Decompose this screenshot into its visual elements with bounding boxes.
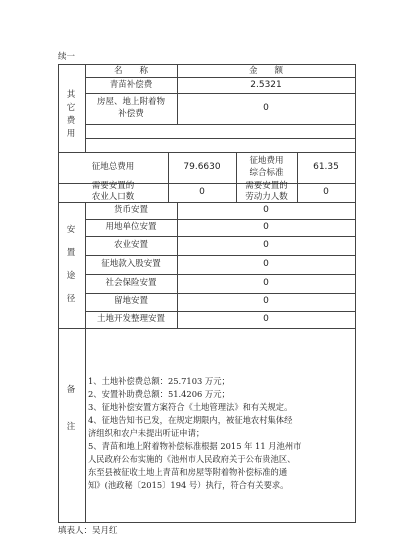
fee-name-buildings-line1: 房屋、地上附着物 xyxy=(96,97,165,107)
remark-line: 知》(池政秘〔2015〕194 号）执行，符合有关要求。 xyxy=(88,480,289,490)
continuation-label: 续一 xyxy=(58,52,76,62)
standard-value: 61.35 xyxy=(313,162,339,172)
total-cost-label: 征地总费用 xyxy=(91,162,135,172)
remark-line: 5、青苗和地上附着物补偿标准根据 2015 年 11 月池州市 xyxy=(88,441,302,451)
fee-name-buildings-line2: 补偿费 xyxy=(118,109,144,119)
fee-name-seedling: 青苗补偿费 xyxy=(109,80,153,90)
resettle-name-land-development: 土地开发整理安置 xyxy=(96,314,165,324)
agri-pop-label-line1: 需要安置的 xyxy=(91,181,135,191)
resettle-amount-reserved-land: 0 xyxy=(263,296,269,306)
labor-label-line2: 劳动力人数 xyxy=(245,192,288,202)
filler-label: 填表人： xyxy=(58,526,93,536)
resettle-amount-cash: 0 xyxy=(263,205,269,215)
remarks-text xyxy=(88,375,354,492)
remark-line: 人民政府公布实施的《池州市人民政府关于公布贵池区、 xyxy=(88,454,296,464)
total-cost-value: 79.6630 xyxy=(183,162,221,172)
filler-field xyxy=(58,526,118,537)
header-name: 名 称 xyxy=(113,66,148,76)
resettle-name-equity: 征地款入股安置 xyxy=(101,259,161,269)
resettle-name-employer: 用地单位安置 xyxy=(105,222,157,232)
labor-label-line1: 需要安置的 xyxy=(245,181,288,191)
labor-value: 0 xyxy=(323,187,329,197)
header-amount: 金 额 xyxy=(248,66,283,76)
remark-line: 4、征地告知书已发，在规定期限内，被征地农村集体经 xyxy=(88,415,293,425)
resettle-name-reserved-land: 留地安置 xyxy=(113,296,148,306)
resettle-amount-insurance: 0 xyxy=(263,278,269,288)
agri-pop-value: 0 xyxy=(199,187,205,197)
resettle-amount-equity: 0 xyxy=(263,259,269,269)
remark-line: 2、安置补助费总额：51.4206 万元； xyxy=(88,389,230,399)
remark-line: 济组织和农户未提出听证申请； xyxy=(88,428,205,438)
resettle-amount-land-development: 0 xyxy=(263,314,269,324)
standard-label-line1: 征地费用 xyxy=(249,156,284,166)
resettle-name-agriculture: 农业安置 xyxy=(113,240,148,250)
resettle-amount-employer: 0 xyxy=(263,222,269,232)
fee-amount-seedling: 2.5321 xyxy=(250,80,282,90)
remark-line: 1、土地补偿费总额：25.7103 万元； xyxy=(88,376,230,386)
resettle-amount-agriculture: 0 xyxy=(263,240,269,250)
resettle-name-insurance: 社会保险安置 xyxy=(105,278,157,288)
fee-amount-buildings: 0 xyxy=(263,103,269,113)
remark-line: 东至县被征收土地上青苗和房屋等附着物补偿标准的通 xyxy=(88,467,288,477)
remark-line: 3、征地补偿安置方案符合《土地管理法》和有关规定。 xyxy=(88,402,293,412)
resettle-name-cash: 货币安置 xyxy=(113,205,148,215)
standard-label-line2: 综合标准 xyxy=(249,168,284,178)
agri-pop-label-line2: 农业人口数 xyxy=(91,192,135,202)
filler-name: 吴月红 xyxy=(92,526,118,536)
